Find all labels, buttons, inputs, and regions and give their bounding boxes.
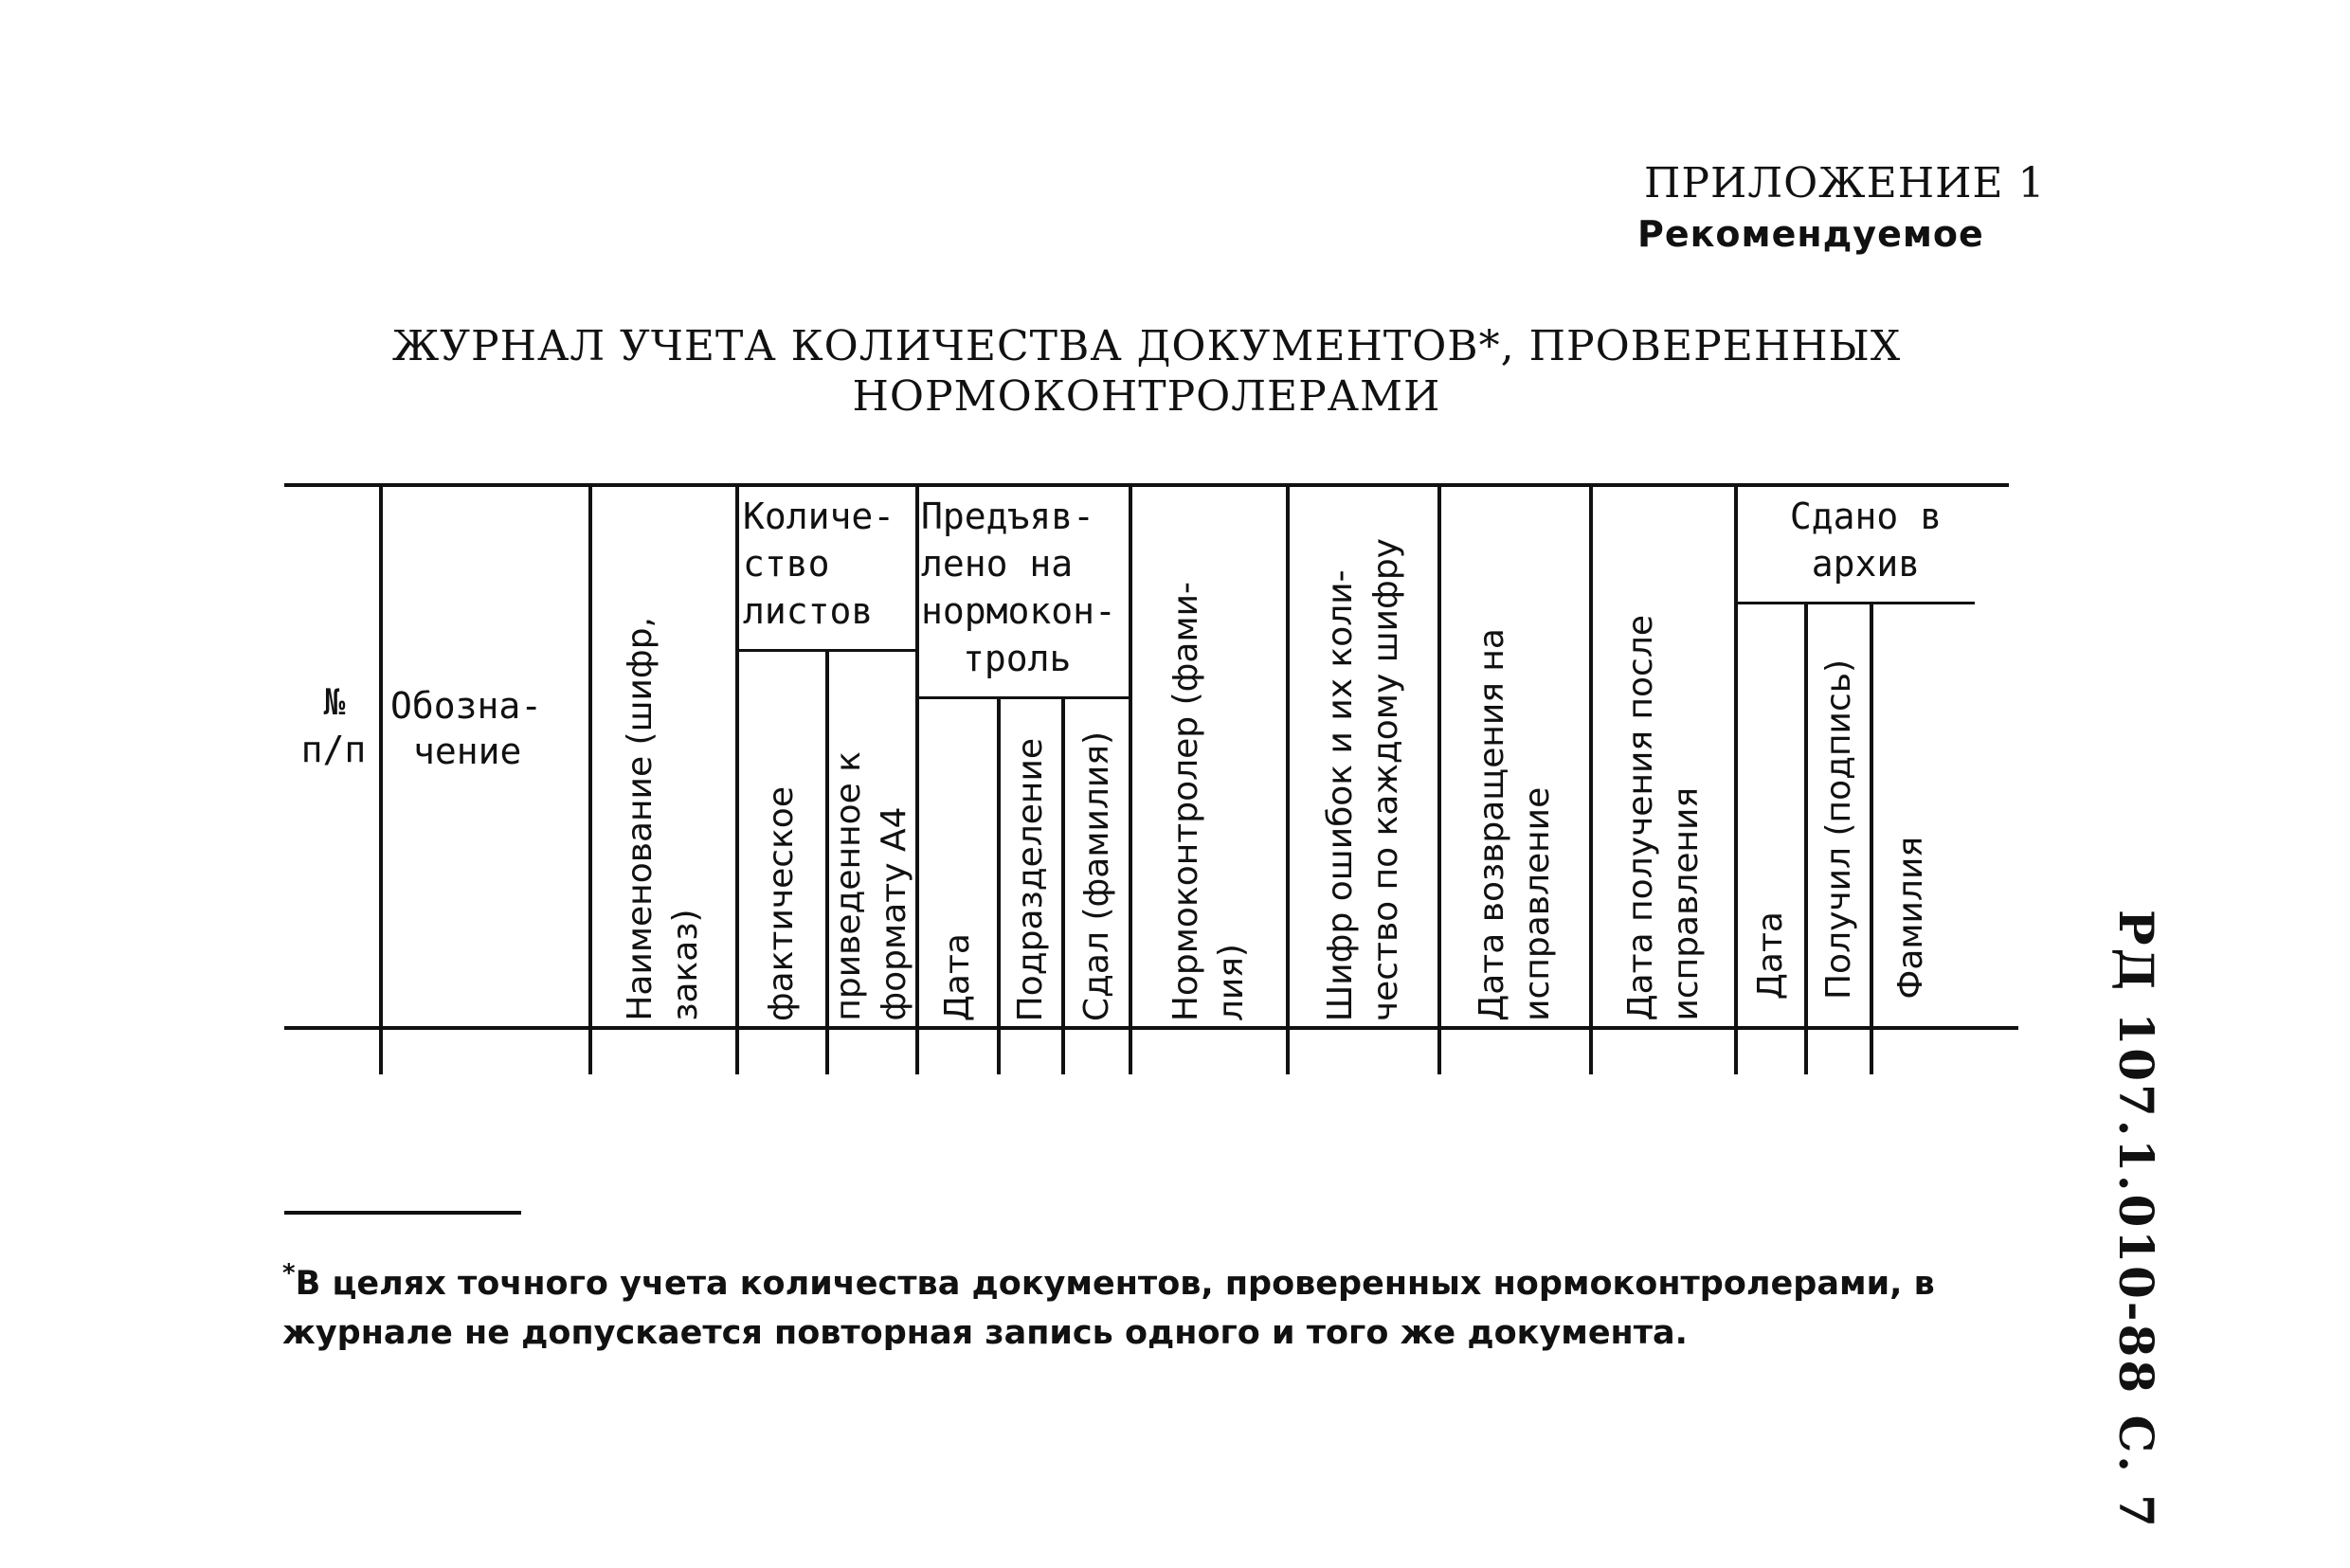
footnote [282, 1249, 2083, 1358]
submitted-group-header-line1: Предъяв- [921, 496, 1095, 537]
appendix-label: ПРИЛОЖЕНИЕ 1 [1644, 159, 2046, 207]
col-errors-header [1290, 493, 1437, 1021]
col-date-header-text: Дата [938, 932, 977, 1021]
col-received-header-text: Получил (подпись) [1818, 658, 1858, 1000]
table-top-rule [284, 483, 2009, 487]
document-title-line1: ЖУРНАЛ УЧЕТА КОЛИЧЕСТВА ДОКУМЕНТОВ*, ПРОВЕРЕННЫХ [391, 322, 1902, 370]
col-department-header-text: Подразделение [1011, 737, 1050, 1021]
col-received-header [1808, 611, 1870, 1000]
col-inspector-header-text: Нормоконтролер (фами- лия) [1166, 581, 1251, 1021]
col-inspector-header [1132, 531, 1286, 1021]
col-handed-header-text: Сдал (фамилия) [1076, 730, 1116, 1021]
footnote-text: В целях точного учета количества документов, проверенных нормоконтролерами, в журнале не допускается повторная запись одного и того же документа. [282, 1265, 1935, 1352]
sheets-group-header-line1: Количе- [743, 496, 895, 537]
sheets-group-header-line2: ство [743, 543, 830, 585]
archive-group-header-line1: Сдано в [1789, 496, 1943, 537]
col-name-header-text: Наименование (шифр, заказ) [621, 617, 705, 1021]
col-return-date-header [1441, 531, 1589, 1021]
col-date-header [919, 706, 997, 1021]
col-archive-date-header [1738, 611, 1804, 1000]
col-department-header [1001, 706, 1061, 1021]
col-divider [379, 487, 383, 1074]
col-number-header-line1: № [323, 681, 346, 723]
col-a4-header [829, 663, 914, 1021]
document-title-line2: НОРМОКОНТРОЛЕРАМИ [852, 372, 1441, 421]
col-actual-header-text: фактическое [762, 785, 801, 1021]
submitted-group-header-line2: лено на [921, 543, 1074, 585]
submitted-group-header-line4: троль [963, 638, 1072, 679]
document-code: РД 107.1.010-88 С. 7 [2108, 910, 2164, 1530]
submitted-group-header-line3: нормокон- [921, 590, 1116, 632]
col-errors-header-text: Шифр ошибок и их коли- чество по каждому шифру [1321, 537, 1405, 1021]
submitted-group-rule [915, 696, 1129, 699]
footnote-mark: * [282, 1259, 296, 1288]
col-archive-date-header-text: Дата [1751, 910, 1790, 1000]
col-a4-header-text: приведенное к формату А4 [829, 751, 913, 1021]
col-designation-header-line2: чение [413, 730, 522, 772]
col-return-date-header-text: Дата возвращения на исправление [1473, 628, 1557, 1021]
col-receipt-date-header-text: Дата получения после исправления [1620, 615, 1706, 1021]
col-receipt-date-header [1593, 531, 1734, 1021]
appendix-status: Рекомендуемое [1637, 213, 1984, 255]
col-actual-header [739, 663, 824, 1021]
sheets-group-header-line3: листов [743, 590, 874, 632]
col-number-header-line2: п/п [300, 729, 367, 770]
col-handed-header [1065, 706, 1129, 1021]
table-header-bottom-rule [284, 1026, 2018, 1030]
col-designation-header-line1: Обозна- [390, 685, 543, 727]
col-name-header [592, 568, 734, 1021]
footnote-rule [284, 1211, 521, 1215]
col-surname-header [1873, 611, 1949, 1000]
archive-group-header-line2: архив [1811, 543, 1921, 585]
archive-group-rule [1738, 602, 1975, 604]
col-surname-header-text: Фамилия [1891, 837, 1930, 1000]
